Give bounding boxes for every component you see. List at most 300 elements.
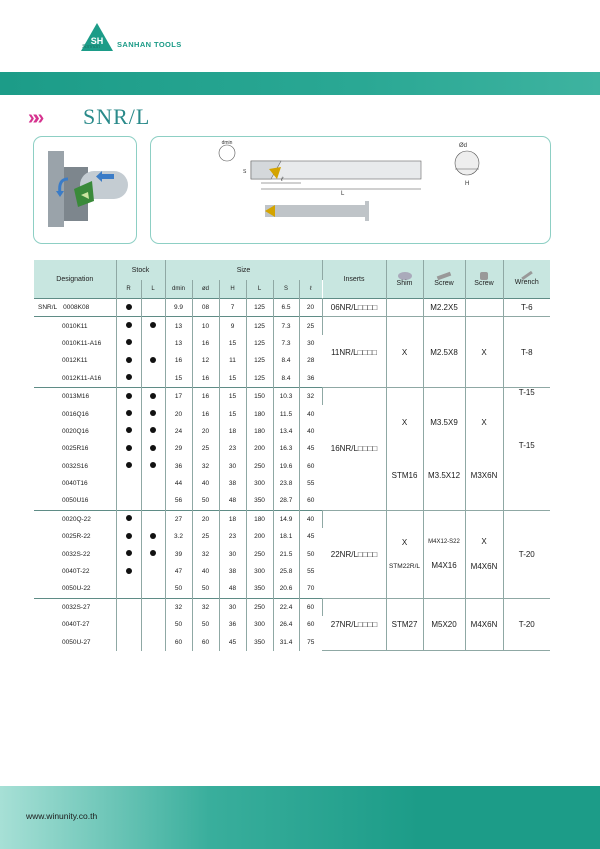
- brand-name: SANHAN TOOLS: [117, 40, 182, 49]
- table-cell: 36: [165, 458, 192, 475]
- table-row: [34, 598, 550, 616]
- table-cell: 180: [246, 405, 273, 422]
- table-cell: 8.4: [273, 370, 299, 388]
- table-cell: 200: [246, 528, 273, 545]
- designation-cell: [34, 405, 116, 422]
- stock-dot-icon: [150, 445, 156, 451]
- screw2-value: M4X6N: [470, 619, 498, 629]
- wrench-alt: T-15: [518, 387, 535, 397]
- stock-header: Stock: [116, 260, 165, 280]
- shim-value: STM22R/L: [388, 563, 421, 571]
- table-cell: 32: [165, 598, 192, 616]
- screw-icon: [437, 271, 452, 280]
- stock-r-header: R: [116, 280, 141, 299]
- table-cell: 23: [219, 440, 246, 457]
- table-cell: 30: [307, 339, 315, 347]
- stock-r-cell: [116, 458, 141, 475]
- screw2-cell: [465, 510, 503, 598]
- shim-cell: [386, 299, 423, 317]
- screw2-header: Screw: [465, 260, 503, 299]
- table-cell: 125: [246, 317, 273, 335]
- table-cell: 40: [307, 410, 315, 418]
- stock-r-cell: [116, 405, 141, 422]
- stock-l-cell: [141, 458, 165, 475]
- table-cell: 18: [219, 510, 246, 528]
- designation-code: 0025R-22: [62, 533, 91, 541]
- table-cell: 16.3: [273, 440, 299, 457]
- table-cell: 38: [219, 563, 246, 580]
- screw1-value: M3.5X12: [428, 470, 461, 480]
- stock-dot-icon: [150, 357, 156, 363]
- shim-value: STM16: [391, 470, 418, 480]
- stock-l-cell: [141, 545, 165, 562]
- table-cell: 56: [165, 492, 192, 510]
- s-header: S: [273, 280, 299, 299]
- shim-cell: [386, 510, 423, 598]
- stock-l-cell: [141, 299, 165, 317]
- inserts-header: Inserts: [322, 260, 386, 299]
- table-cell: 3.2: [165, 528, 192, 545]
- table-cell: 36: [219, 616, 246, 633]
- table-cell: 60: [307, 462, 315, 470]
- table-cell: 250: [246, 458, 273, 475]
- table-cell: 25: [192, 440, 219, 457]
- table-cell: 18: [219, 423, 246, 440]
- screw1-cell: [423, 598, 465, 651]
- table-cell: 18.1: [273, 528, 299, 545]
- table-cell: 20: [165, 405, 192, 422]
- stock-l-cell: [141, 317, 165, 335]
- stock-l-cell: [141, 633, 165, 650]
- designation-code: 0010K11-A16: [62, 339, 102, 347]
- table-cell: 250: [246, 545, 273, 562]
- screw2-cell: [465, 299, 503, 317]
- insert-cell: 06NR/L□□□□: [322, 299, 386, 317]
- table-cell: 15: [219, 370, 246, 388]
- size-header: Size: [165, 260, 322, 280]
- designation-code: 0050U16: [62, 497, 89, 505]
- table-cell: 40: [307, 427, 315, 435]
- screw1-value: M5X20: [431, 619, 457, 629]
- table-cell: 350: [246, 492, 273, 510]
- stock-dot-icon: [150, 550, 156, 556]
- stock-dot-icon: [126, 533, 132, 539]
- screw2-value: X: [481, 347, 487, 357]
- screw1-value: M2.5X8: [430, 347, 458, 357]
- table-cell: 12: [192, 352, 219, 369]
- stock-dot-icon: [150, 393, 156, 399]
- stock-dot-icon: [126, 322, 132, 328]
- spec-table: [34, 260, 550, 651]
- stock-r-cell: [116, 633, 141, 650]
- table-cell: 20: [192, 510, 219, 528]
- stock-l-cell: [141, 387, 165, 405]
- application-illustration: [33, 136, 137, 244]
- shim-value: STM27: [391, 619, 418, 629]
- designation-cell: [34, 492, 116, 510]
- stock-dot-icon: [150, 322, 156, 328]
- table-cell: 125: [246, 299, 273, 317]
- table-cell: 10.3: [273, 387, 299, 405]
- designation-cell: [34, 598, 116, 616]
- stock-r-cell: [116, 387, 141, 405]
- designation-code: 0040T-22: [62, 568, 90, 576]
- stock-dot-icon: [150, 533, 156, 539]
- shim-cell: [386, 317, 423, 388]
- table-cell: 6.5: [273, 299, 299, 317]
- stock-l-cell: [141, 580, 165, 598]
- table-cell: 47: [165, 563, 192, 580]
- table-cell: 60: [299, 598, 322, 616]
- table-cell: 29: [165, 440, 192, 457]
- screw1-value: M2.2X5: [430, 303, 458, 313]
- designation-code: 0010K11: [62, 322, 88, 330]
- stock-l-cell: [141, 405, 165, 422]
- stock-r-cell: [116, 510, 141, 528]
- stock-l-cell: [141, 492, 165, 510]
- table-cell: 23: [219, 528, 246, 545]
- stock-r-cell: [116, 475, 141, 492]
- logo-text: SH: [90, 36, 104, 46]
- table-cell: 15: [219, 387, 246, 405]
- designation-code: 0032S-22: [62, 550, 91, 558]
- table-cell: 13: [165, 335, 192, 352]
- table-cell: 25: [299, 317, 322, 335]
- screw2-value: M3X6N: [470, 470, 498, 480]
- table-cell: 350: [246, 633, 273, 650]
- logo-script: Sanhan: [82, 44, 100, 50]
- stock-l-cell: [141, 528, 165, 545]
- stock-r-cell: [116, 616, 141, 633]
- stock-r-cell: [116, 528, 141, 545]
- table-row: [34, 299, 550, 317]
- designation-cell: [34, 510, 116, 528]
- screw1-cell: [423, 510, 465, 598]
- table-cell: 7: [219, 299, 246, 317]
- insert-cell: 22NR/L□□□□: [322, 510, 386, 598]
- l-header: ℓ: [299, 280, 322, 299]
- designation-cell: [34, 545, 116, 562]
- stock-l-cell: [141, 352, 165, 369]
- table-cell: 125: [246, 370, 273, 388]
- designation-cell: [34, 440, 116, 457]
- stock-r-cell: [116, 317, 141, 335]
- stock-l-cell: [141, 440, 165, 457]
- top-band: [0, 72, 600, 95]
- wrench-cell: [503, 510, 550, 598]
- table-cell: 32: [192, 545, 219, 562]
- stock-dot-icon: [126, 515, 132, 521]
- table-cell: 28.7: [273, 492, 299, 510]
- table-cell: 20: [299, 299, 322, 317]
- designation-code: 0050U-22: [62, 585, 91, 593]
- shim-alt: X: [401, 417, 408, 427]
- table-row: [34, 317, 550, 335]
- table-cell: 27: [165, 510, 192, 528]
- S-label: S: [243, 169, 247, 175]
- table-cell: 200: [246, 440, 273, 457]
- stock-l-cell: [141, 598, 165, 616]
- wrench-cell: [503, 598, 550, 651]
- designation-code: 0020Q16: [62, 427, 89, 435]
- website-link[interactable]: www.winunity.co.th: [26, 811, 98, 821]
- table-cell: 40: [192, 563, 219, 580]
- table-cell: 11: [219, 352, 246, 369]
- designation-code: 0013M16: [62, 393, 90, 401]
- table-cell: 75: [307, 638, 315, 646]
- designation-code: 0032S-27: [62, 603, 91, 611]
- table-cell: 30: [219, 545, 246, 562]
- shim-header: Shim: [386, 260, 423, 299]
- shim-cell: [386, 598, 423, 651]
- screw2-alt: X: [481, 417, 487, 427]
- screw-head-icon: [480, 272, 488, 280]
- table-cell: 9: [219, 317, 246, 335]
- wrench-value: T-8: [520, 347, 533, 357]
- stock-l-header: L: [141, 280, 165, 299]
- table-cell: 28: [307, 357, 315, 365]
- table-cell: 50: [165, 580, 192, 598]
- stock-dot-icon: [126, 357, 132, 363]
- dmin-header: dmin: [165, 280, 192, 299]
- table-cell: 39: [165, 545, 192, 562]
- designation-cell: [34, 616, 116, 633]
- table-cell: 15: [165, 370, 192, 388]
- stock-r-cell: [116, 563, 141, 580]
- designation-cell: [34, 423, 116, 440]
- wrench-header: Wrench: [503, 260, 550, 299]
- stock-dot-icon: [126, 374, 132, 380]
- table-cell: 32: [192, 458, 219, 475]
- designation-cell: [34, 299, 116, 317]
- screw1-cell: [423, 387, 465, 510]
- stock-r-cell: [116, 352, 141, 369]
- table-cell: 60: [192, 633, 219, 650]
- designation-code: 0040T16: [62, 480, 88, 488]
- stock-l-cell: [141, 563, 165, 580]
- table-cell: 38: [219, 475, 246, 492]
- table-cell: 180: [246, 423, 273, 440]
- table-row: [34, 510, 550, 528]
- table-cell: 44: [165, 475, 192, 492]
- stock-dot-icon: [126, 427, 132, 433]
- stock-r-cell: [116, 440, 141, 457]
- family-label: SNR/L: [38, 304, 58, 312]
- table-cell: 50: [307, 550, 315, 558]
- table-cell: 24: [165, 423, 192, 440]
- L-label: L: [341, 191, 345, 197]
- table-cell: 180: [246, 510, 273, 528]
- stock-dot-icon: [126, 462, 132, 468]
- table-cell: 40: [192, 475, 219, 492]
- stock-dot-icon: [126, 410, 132, 416]
- designation-code: 0050U-27: [62, 638, 91, 646]
- designation-cell: [34, 528, 116, 545]
- stock-r-cell: [116, 580, 141, 598]
- table-cell: 08: [192, 299, 219, 317]
- stock-l-cell: [141, 475, 165, 492]
- wrench-cell: [503, 317, 550, 388]
- table-cell: 55: [307, 480, 315, 488]
- wrench-value: T-20: [518, 619, 535, 629]
- stock-dot-icon: [126, 304, 132, 310]
- stock-r-cell: [116, 370, 141, 388]
- screw2-cell: [465, 387, 503, 510]
- table-cell: 16: [192, 370, 219, 388]
- stock-l-cell: [141, 616, 165, 633]
- d-label: Ød: [459, 143, 468, 149]
- d-header: ød: [192, 280, 219, 299]
- stock-r-cell: [116, 423, 141, 440]
- stock-l-cell: [141, 510, 165, 528]
- table-cell: 21.5: [273, 545, 299, 562]
- designation-code: 0032S16: [62, 462, 89, 470]
- h-header: H: [219, 280, 246, 299]
- table-row: [34, 387, 550, 405]
- designation-code: 0025R16: [62, 445, 89, 453]
- length-header: L: [246, 280, 273, 299]
- designation-code: 0012K11-A16: [62, 374, 102, 382]
- table-cell: 13.4: [273, 423, 299, 440]
- stock-r-cell: [116, 299, 141, 317]
- table-cell: 150: [246, 387, 273, 405]
- designation-cell: [34, 335, 116, 352]
- designation-cell: [34, 387, 116, 405]
- table-cell: 50: [192, 492, 219, 510]
- table-cell: 9.9: [165, 299, 192, 317]
- shim-value: X: [401, 347, 408, 357]
- table-cell: 15: [219, 335, 246, 352]
- designation-cell: [34, 563, 116, 580]
- dmin-label: dmin: [221, 140, 233, 146]
- table-cell: 40: [299, 510, 322, 528]
- shim-cell: [386, 387, 423, 510]
- table-cell: 60: [307, 621, 315, 629]
- stock-r-cell: [116, 335, 141, 352]
- table-cell: 60: [165, 633, 192, 650]
- stock-dot-icon: [150, 462, 156, 468]
- table-cell: 30: [219, 458, 246, 475]
- designation-cell: [34, 370, 116, 388]
- table-cell: 45: [307, 445, 315, 453]
- wrench-cell: [503, 299, 550, 317]
- H-label: H: [465, 181, 470, 187]
- table-cell: 50: [192, 616, 219, 633]
- table-cell: 50: [192, 580, 219, 598]
- table-cell: 20.6: [273, 580, 299, 598]
- stock-r-cell: [116, 545, 141, 562]
- table-cell: 26.4: [273, 616, 299, 633]
- designation-cell: [34, 580, 116, 598]
- stock-dot-icon: [126, 339, 132, 345]
- screw2-cell: [465, 598, 503, 651]
- table-cell: 23.8: [273, 475, 299, 492]
- table-cell: 7.3: [273, 335, 299, 352]
- screw2-cell: [465, 317, 503, 388]
- table-cell: 55: [307, 568, 315, 576]
- table-cell: 30: [219, 598, 246, 616]
- table-cell: 32: [299, 387, 322, 405]
- screw-header: Screw: [423, 260, 465, 299]
- table-cell: 16: [192, 405, 219, 422]
- screw1-cell: [423, 317, 465, 388]
- insert-cell: 16NR/L□□□□: [322, 387, 386, 510]
- chevrons-icon: »»: [28, 107, 39, 129]
- stock-r-cell: [116, 598, 141, 616]
- designation-code: 0020Q-22: [62, 515, 91, 523]
- shim-alt: X: [401, 538, 408, 548]
- table-cell: 17: [165, 387, 192, 405]
- stock-dot-icon: [126, 393, 132, 399]
- stock-dot-icon: [150, 410, 156, 416]
- table-cell: 300: [246, 475, 273, 492]
- table-cell: 45: [219, 633, 246, 650]
- stock-dot-icon: [126, 445, 132, 451]
- page-title: SNR/L: [83, 104, 151, 129]
- table-cell: 48: [219, 580, 246, 598]
- stock-l-cell: [141, 423, 165, 440]
- designation-cell: [34, 458, 116, 475]
- wrench-value: T-6: [520, 303, 533, 313]
- stock-l-cell: [141, 370, 165, 388]
- table-cell: 22.4: [273, 598, 299, 616]
- table-cell: 36: [307, 374, 315, 382]
- designation-code: 0040T-27: [62, 621, 90, 629]
- table-cell: 25.8: [273, 563, 299, 580]
- table-cell: 48: [219, 492, 246, 510]
- table-cell: 125: [246, 335, 273, 352]
- stock-l-cell: [141, 335, 165, 352]
- screw1-alt: M3.5X9: [430, 417, 458, 427]
- stock-dot-icon: [150, 427, 156, 433]
- designation-cell: [34, 317, 116, 335]
- table-cell: 70: [307, 585, 315, 593]
- screw1-value: M4X16: [431, 560, 457, 570]
- table-cell: 300: [246, 616, 273, 633]
- table-cell: 14.9: [273, 510, 299, 528]
- table-cell: 15: [219, 405, 246, 422]
- dimension-diagram: [150, 136, 551, 244]
- table-cell: 16: [192, 387, 219, 405]
- screw2-value: M4X6N: [470, 562, 498, 572]
- table-cell: 20: [192, 423, 219, 440]
- l-label: ℓ: [281, 177, 283, 183]
- stock-dot-icon: [126, 568, 132, 574]
- table-cell: 13: [165, 317, 192, 335]
- stock-dot-icon: [126, 550, 132, 556]
- table-cell: 16: [192, 335, 219, 352]
- table-cell: 11.5: [273, 405, 299, 422]
- designation-code: 0016Q16: [62, 410, 89, 418]
- table-cell: 300: [246, 563, 273, 580]
- stock-r-cell: [116, 492, 141, 510]
- table-cell: 32: [192, 598, 219, 616]
- wrench-cell: [503, 387, 550, 510]
- screw1-alt: M4X12-S22: [428, 538, 460, 545]
- insert-cell: 27NR/L□□□□: [322, 598, 386, 651]
- insert-cell: 11NR/L□□□□: [322, 317, 386, 388]
- screw1-cell: [423, 299, 465, 317]
- table-cell: 31.4: [273, 633, 299, 650]
- designation-cell: [34, 475, 116, 492]
- table-cell: 45: [307, 533, 315, 541]
- table-cell: 19.6: [273, 458, 299, 475]
- table-cell: 125: [246, 352, 273, 369]
- table-cell: 25: [192, 528, 219, 545]
- table-cell: 350: [246, 580, 273, 598]
- designation-cell: [34, 352, 116, 369]
- table-cell: 60: [307, 497, 315, 505]
